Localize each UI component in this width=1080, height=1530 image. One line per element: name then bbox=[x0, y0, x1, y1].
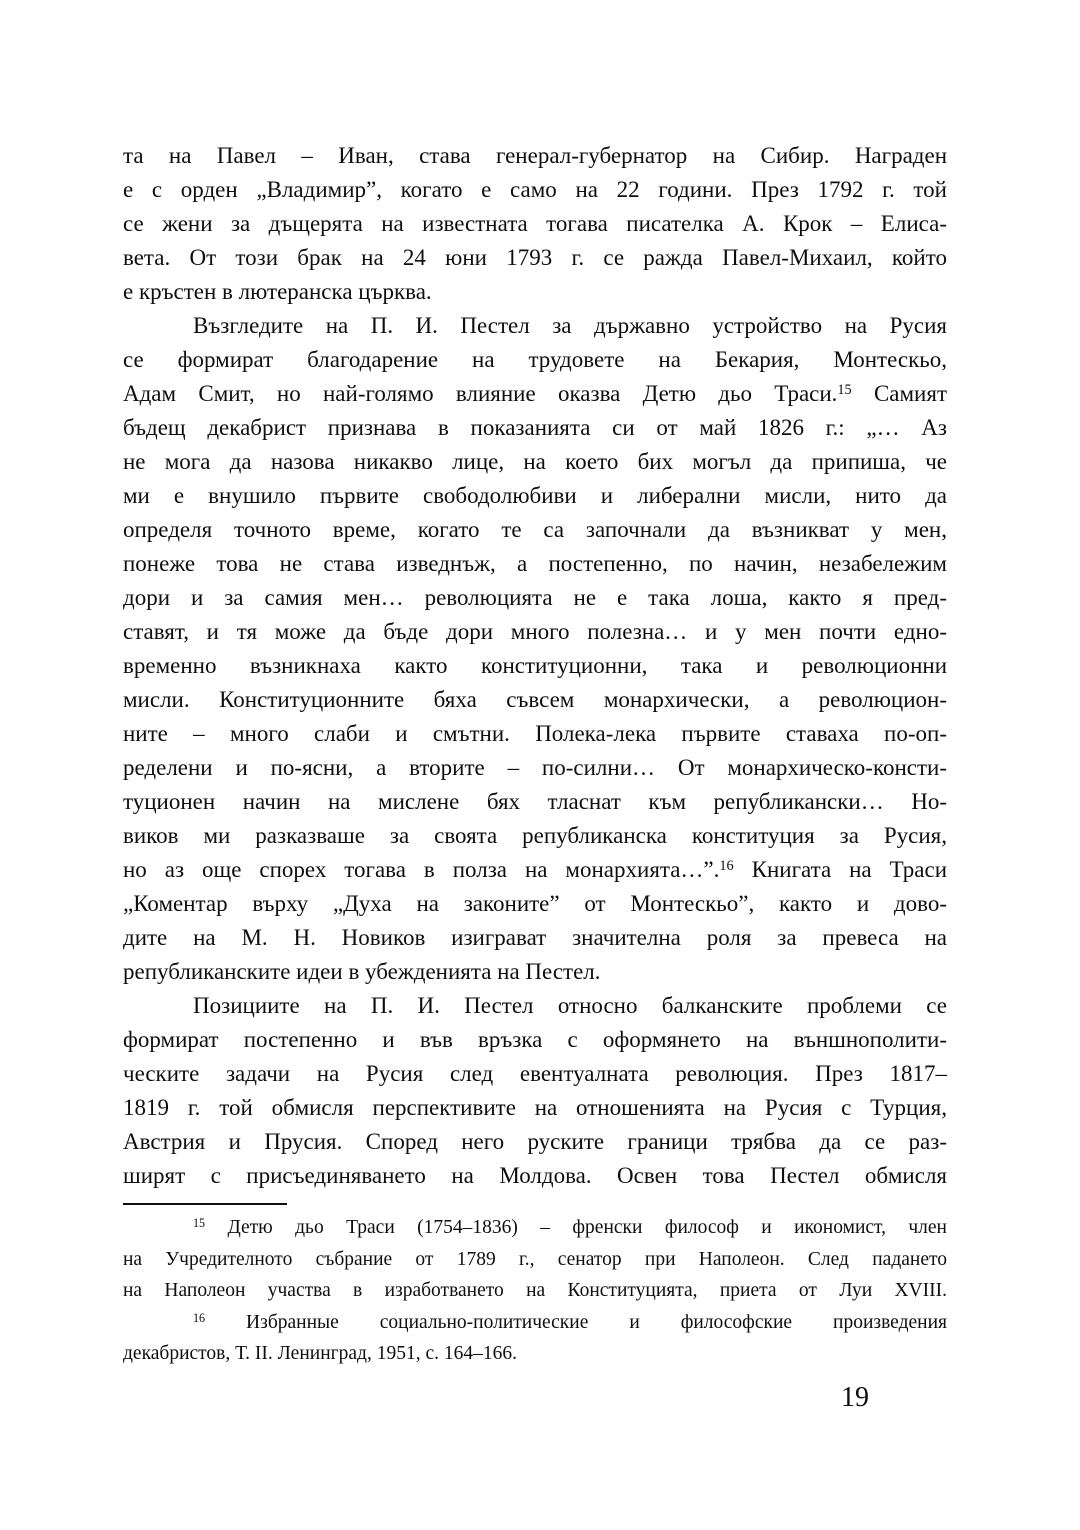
text-line: на Наполеон участва в изработването на Конституцията, приета от Луи XVIII. bbox=[123, 1280, 947, 1301]
text-line: та на Павел – Иван, става генерал-губернатор на Сибир. Награден bbox=[123, 143, 947, 168]
text-line: формират постепенно и във връзка с оформянето на външнополити- bbox=[123, 1027, 947, 1052]
text-line: декабристов, Т. II. Ленинград, 1951, с. 164–166. bbox=[123, 1343, 517, 1364]
footnote-ref: 16 bbox=[193, 1310, 206, 1325]
text-line: е кръстен в лютеранска църква. bbox=[123, 279, 432, 304]
text-line: Възгледите на П. И. Пестел за държавно устройство на Русия bbox=[193, 313, 947, 338]
text-line: се жени за дъщерята на известната тогава писателка А. Крок – Елиса- bbox=[123, 211, 947, 236]
text-line: $^{15}$ Детю дьо Траси (1754–1836) – френски философ и икономист, член bbox=[193, 1216, 947, 1238]
paragraph-pestel-views bbox=[123, 309, 947, 989]
text-line: Позициите на П. И. Пестел относно балканските проблеми се bbox=[193, 993, 947, 1018]
text-line: се формират благодарение на трудовете на Бекария, Монтескьо, bbox=[123, 347, 947, 372]
footnote-16 bbox=[123, 1307, 947, 1370]
text-line: дори и за самия мен… революцията не е така лоша, както я пред- bbox=[123, 585, 947, 610]
text-line: е с орден „Владимир”, когато е само на 22 години. През 1792 г. той bbox=[123, 177, 947, 202]
footnotes bbox=[123, 1212, 947, 1370]
text-line: ределени и по-ясни, а вторите – по-силни… От монархическо-консти- bbox=[123, 755, 947, 780]
page-number: 19 bbox=[841, 1382, 869, 1413]
text-line: временно възникнаха както конституционни, така и революционни bbox=[123, 653, 947, 678]
paragraph-balkan-positions bbox=[123, 989, 947, 1193]
text-line: 1819 г. той обмисля перспективите на отношенията на Русия с Турция, bbox=[123, 1095, 947, 1120]
text-line: определя точното време, когато те са започнали да възникват у мен, bbox=[123, 517, 947, 542]
text-line: „Коментар върху „Духа на законите” от Монтескьо”, както и дово- bbox=[123, 891, 947, 916]
text-line: туционен начин на мислене бях тласнат към републикански… Но- bbox=[123, 789, 947, 814]
text-line: ставят, и тя може да бъде дори много полезна… и у мен почти едно- bbox=[123, 619, 947, 644]
text-line: Австрия и Прусия. Според него руските граници трябва да се раз- bbox=[123, 1129, 947, 1154]
text-line: вета. От този брак на 24 юни 1793 г. се ражда Павел-Михаил, който bbox=[123, 245, 947, 270]
text-line: мисли. Конституционните бяха съвсем монархически, а революцион- bbox=[123, 687, 947, 712]
footnote-ref: 15 bbox=[193, 1216, 206, 1231]
text-line: виков ми разказваше за своята републиканска конституция за Русия, bbox=[123, 823, 947, 848]
text-line: на Учредителното събрание от 1789 г., сенатор при Наполеон. След падането bbox=[123, 1248, 947, 1270]
text-line: не мога да назова никакво лице, на което бих могъл да припиша, че bbox=[123, 449, 947, 474]
text-line: $^{16}$ Избранные социально-политические и философские произведения bbox=[193, 1310, 947, 1333]
text-line: понеже това не става изведнъж, а постепенно, по начин, незабележим bbox=[123, 551, 947, 576]
text-line: ширят с присъединяването на Молдова. Освен това Пестел обмисля bbox=[123, 1163, 947, 1188]
paragraph-continuation bbox=[123, 139, 947, 309]
footnote-ref: 16 bbox=[719, 858, 734, 875]
footnote-separator-rule bbox=[123, 1203, 287, 1205]
footnote-ref: 15 bbox=[837, 382, 852, 399]
footnote-15 bbox=[123, 1212, 947, 1307]
text-line: Адам Смит, но най-голямо влияние оказва Детю дьо Траси.$^{15}$ Самият bbox=[123, 381, 947, 406]
text-line: републиканските идеи в убежденията на Пестел. bbox=[123, 959, 601, 984]
text-line: ми е внушило първите свободолюбиви и либерални мисли, нито да bbox=[123, 483, 947, 508]
main-text bbox=[123, 139, 947, 1193]
text-line: но аз още спорех тогава в полза на монархията…”.$^{16}$ Книгата на Траси bbox=[123, 857, 947, 882]
text-line: дите на М. Н. Новиков изиграват значителна роля за превеса на bbox=[123, 925, 947, 950]
text-line: ческите задачи на Русия след евентуалната революция. През 1817– bbox=[123, 1061, 947, 1086]
text-line: бъдещ декабрист признава в показанията си от май 1826 г.: „… Аз bbox=[123, 415, 947, 440]
text-line: ните – много слаби и смътни. Полека-лека първите ставаха по-оп- bbox=[123, 721, 947, 746]
